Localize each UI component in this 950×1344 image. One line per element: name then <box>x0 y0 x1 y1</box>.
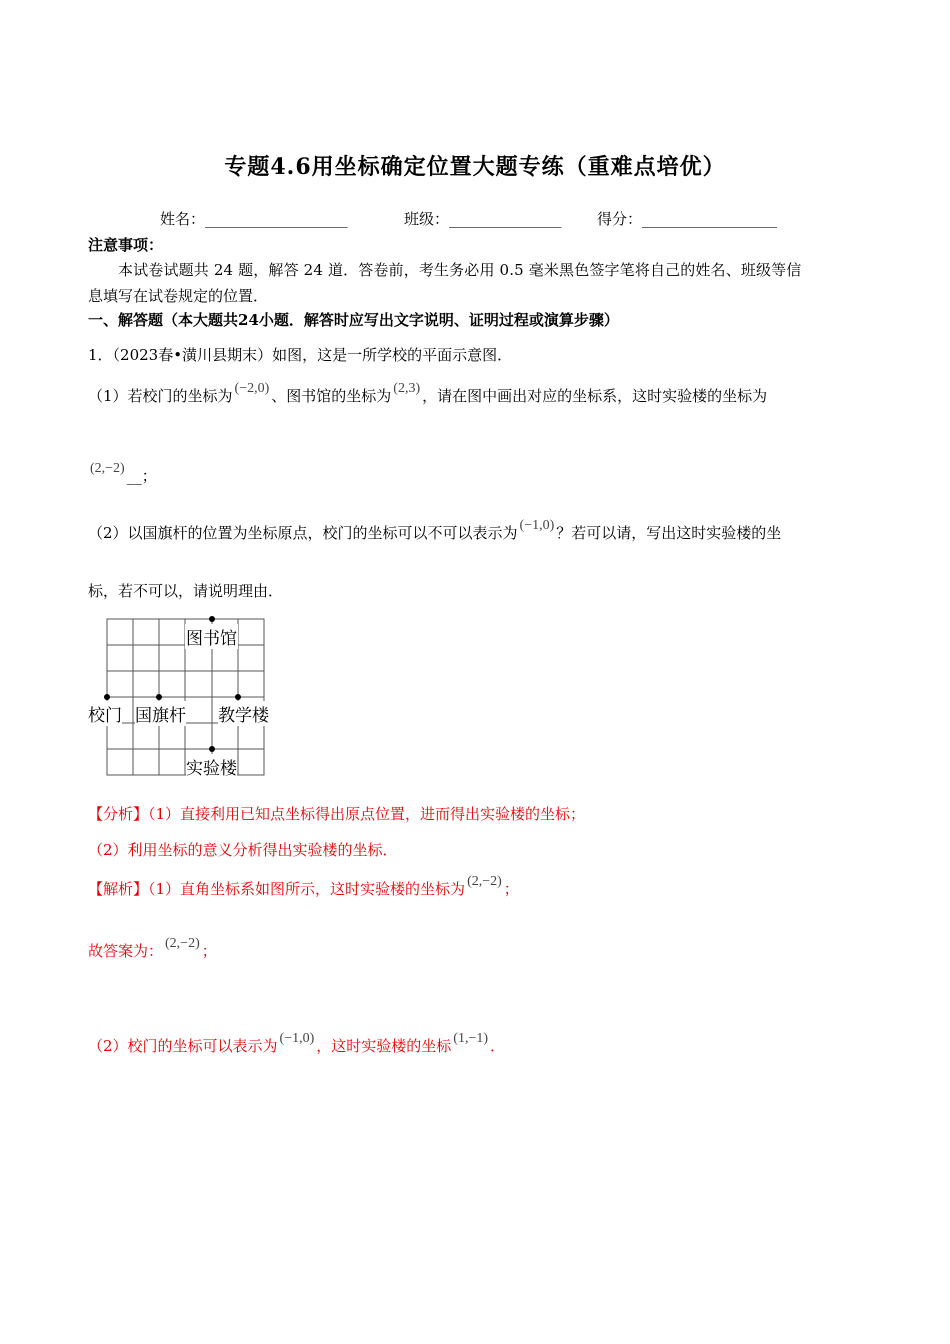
part2-math-2: (1,−1) <box>453 1031 489 1046</box>
score-blank: __________________ <box>642 210 778 228</box>
detail-line-1 <box>88 874 519 899</box>
lab-building-point <box>209 746 215 752</box>
answer-end: ； <box>201 942 217 960</box>
flagpole-point <box>156 694 162 700</box>
class-field <box>404 208 562 229</box>
name-field <box>160 208 348 229</box>
teaching-building-point <box>235 694 241 700</box>
notice-line-2: 息填写在试卷规定的位置． <box>88 287 269 305</box>
teaching-building-label: 教学楼 <box>218 701 269 726</box>
q1-answer-end: ； <box>141 467 157 485</box>
library-point <box>209 616 215 622</box>
analysis-tag: 【分析】 <box>88 805 149 823</box>
q1-p2-text-b: ？若可以请，写出这时实验楼的坐 <box>556 524 782 542</box>
detail-tag: 【解析】 <box>88 880 149 898</box>
answer-label: 故答案为： <box>88 942 164 960</box>
page-title: 专题4.6用坐标确定位置大题专练（重难点培优） <box>224 154 726 180</box>
q1-p1-text-b: 、图书馆的坐标为 <box>271 387 392 405</box>
detail-text-1: （1）直角坐标系如图所示，这时实验楼的坐标为 <box>148 880 466 898</box>
q1-p1-math-1: (−2,0) <box>234 381 270 396</box>
section-heading: 一、解答题（本大题共24小题．解答时应写出文字说明、证明过程或演算步骤） <box>88 311 619 329</box>
question-1-part-1 <box>88 381 768 406</box>
grid-svg <box>86 612 276 782</box>
part2-math-1: (−1,0) <box>279 1031 315 1046</box>
class-label: 班级： <box>404 210 450 228</box>
analysis-line-2: （2）利用坐标的意义分析得出实验楼的坐标． <box>88 841 398 859</box>
question-1-answer-line <box>88 461 157 486</box>
q1-p2-text-a: （2）以国旗杆的位置为坐标原点，校门的坐标可以不可以表示为 <box>88 524 518 542</box>
q1-answer-blank: __ <box>126 467 142 485</box>
answer-line <box>88 936 217 961</box>
class-blank: _______________ <box>449 210 562 228</box>
question-1-part-2 <box>88 518 782 543</box>
gate-label: 校门 <box>88 701 122 726</box>
library-label: 图书馆 <box>185 624 238 649</box>
detail-end-1: ； <box>503 880 519 898</box>
name-label: 姓名： <box>160 210 206 228</box>
part-2-solution <box>88 1031 506 1056</box>
flagpole-label: 国旗杆 <box>135 701 186 726</box>
analysis-text-1: （1）直接利用已知点坐标得出原点位置，进而得出实验楼的坐标； <box>148 805 586 823</box>
detail-math-1: (2,−2) <box>467 874 502 889</box>
part2-end: ． <box>490 1037 506 1055</box>
q1-answer-math: (2,−2) <box>90 461 125 476</box>
score-field <box>597 208 777 229</box>
lab-building-label: 实验楼 <box>186 754 237 779</box>
notice-line-1: 本试卷试题共 24 题，解答 24 道．答卷前，考生务必用 0.5 毫米黑色签字笔将自己的姓名、班级等信 <box>118 261 802 279</box>
q1-p1-text-c: ，请在图中画出对应的坐标系，这时实验楼的坐标为 <box>422 387 768 405</box>
score-label: 得分： <box>597 210 643 228</box>
school-plan-figure <box>86 612 276 782</box>
notice-heading: 注意事项： <box>88 236 164 254</box>
question-1-stem: 1．（2023春•潢川县期末）如图，这是一所学校的平面示意图． <box>88 346 513 364</box>
q1-p1-text-a: （1）若校门的坐标为 <box>88 387 233 405</box>
answer-math: (2,−2) <box>165 936 200 951</box>
q1-p2-math: (−1,0) <box>519 518 555 533</box>
analysis-line-1 <box>88 803 585 824</box>
part2-text-a: （2）校门的坐标可以表示为 <box>88 1037 278 1055</box>
q1-p1-math-2: (2,3) <box>393 381 421 396</box>
part2-text-b: ，这时实验楼的坐标 <box>316 1037 452 1055</box>
question-1-part-2-cont: 标，若不可以，请说明理由． <box>88 582 284 600</box>
gate-point <box>104 694 110 700</box>
name-blank: ___________________ <box>205 210 348 228</box>
